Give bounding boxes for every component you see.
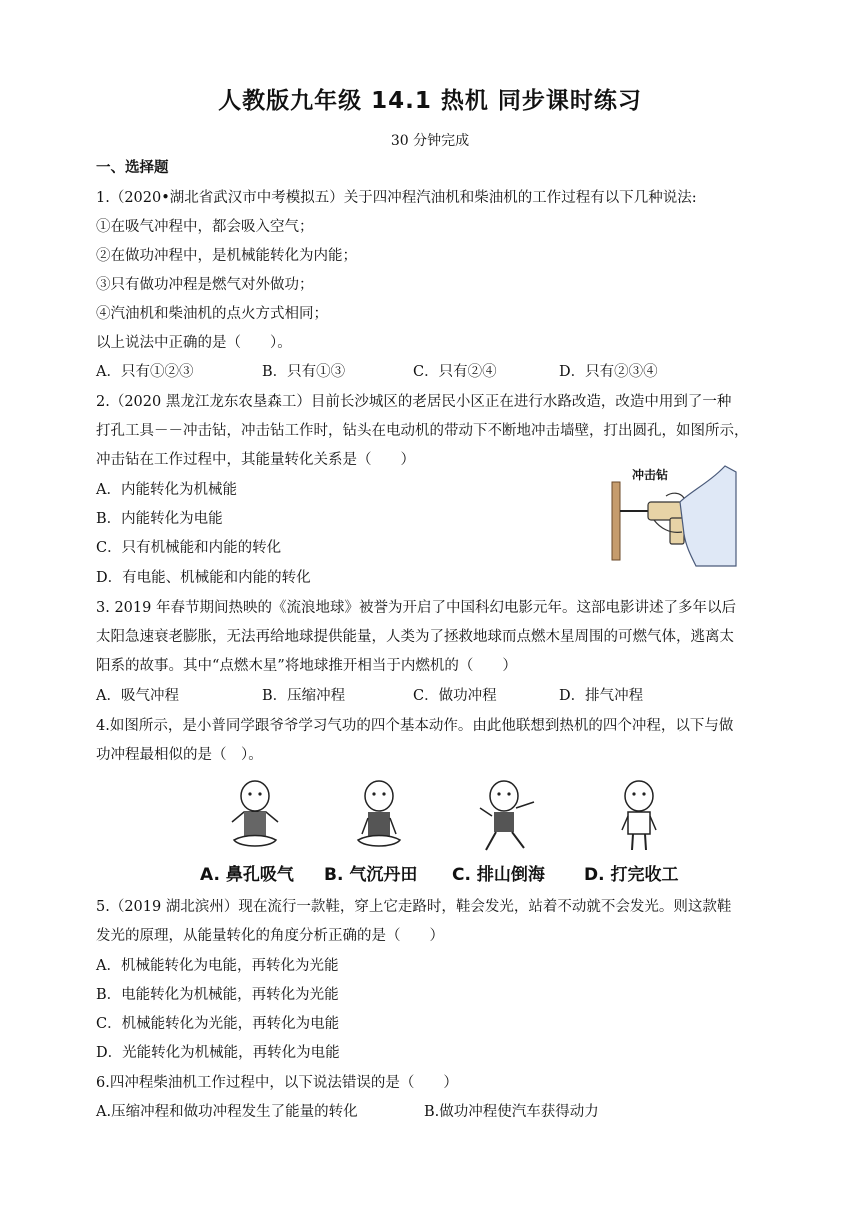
q4-stem-line-2: 功冲程最相似的是（ ）。 xyxy=(96,747,263,763)
qigong-figures xyxy=(200,776,700,886)
q1-option-a: A．只有①②③ xyxy=(96,364,194,380)
q1-option-d: D．只有②③④ xyxy=(559,364,658,380)
page-title: 人教版九年级 14.1 热机 同步课时练习 xyxy=(218,88,642,114)
q2-stem-line-1: 2.（2020 黑龙江龙东农垦森工）目前长沙城区的老居民小区正在进行水路改造，改造中用到了一种 xyxy=(96,394,732,410)
q5-stem-line-1: 5.（2019 湖北滨州）现在流行一款鞋，穿上它走路时，鞋会发光，站着不动就不会发光。则这款鞋 xyxy=(96,899,732,915)
q3-option-a: A．吸气冲程 xyxy=(96,688,179,704)
figure-b-caption: B. 气沉丹田 xyxy=(324,865,418,885)
q1-statement-2: ②在做功冲程中，是机械能转化为内能； xyxy=(96,248,357,264)
q5-option-c: C．机械能转化为光能，再转化为电能 xyxy=(96,1016,340,1032)
q3-stem-line-3: 阳系的故事。其中“点燃木星”将地球推开相当于内燃机的（ ） xyxy=(96,658,517,674)
q2-stem-line-2: 打孔工具－－冲击钻，冲击钻工作时，钻头在电动机的带动下不断地冲击墙壁，打出圆孔，如图所示， xyxy=(96,423,749,439)
figure-d xyxy=(584,776,694,886)
q3-option-c: C．做功冲程 xyxy=(413,688,497,704)
q6-stem: 6.四冲程柴油机工作过程中，以下说法错误的是（ ） xyxy=(96,1075,458,1091)
figure-c-caption: C. 排山倒海 xyxy=(452,865,545,885)
q2-option-c: C．只有机械能和内能的转化 xyxy=(96,540,282,556)
q6-option-b: B.做功冲程使汽车获得动力 xyxy=(424,1104,599,1120)
q1-statement-1: ①在吸气冲程中，都会吸入空气； xyxy=(96,219,314,235)
q1-option-b: B．只有①③ xyxy=(262,364,346,380)
q1-option-c: C．只有②④ xyxy=(413,364,497,380)
q5-option-d: D．光能转化为机械能，再转化为电能 xyxy=(96,1045,340,1061)
q5-option-b: B．电能转化为机械能，再转化为光能 xyxy=(96,987,339,1003)
figure-a xyxy=(200,776,310,886)
figure-b xyxy=(324,776,434,886)
figure-c xyxy=(452,776,562,886)
page-subtitle: 30 分钟完成 xyxy=(390,133,470,149)
figure-d-caption: D. 打完收工 xyxy=(584,865,679,885)
q3-stem-line-1: 3. 2019 年春节期间热映的《流浪地球》被誉为开启了中国科幻电影元年。这部电影讲述了多年以后 xyxy=(96,600,736,616)
q1-ask: 以上说法中正确的是（ ）。 xyxy=(96,335,292,351)
q2-option-d: D．有电能、机械能和内能的转化 xyxy=(96,570,311,586)
q4-stem-line-1: 4.如图所示，是小普同学跟爷爷学习气功的四个基本动作。由此他联想到热机的四个冲程，以下与做 xyxy=(96,718,734,734)
q1-statement-3: ③只有做功冲程是燃气对外做功； xyxy=(96,277,314,293)
figure-a-caption: A. 鼻孔吸气 xyxy=(200,865,294,885)
q6-option-a: A.压缩冲程和做功冲程发生了能量的转化 xyxy=(96,1104,358,1120)
q3-option-d: D．排气冲程 xyxy=(559,688,644,704)
drill-figure-label: 冲击钻 xyxy=(632,468,669,482)
section-heading: 一、选择题 xyxy=(96,160,169,176)
q5-stem-line-2: 发光的原理，从能量转化的角度分析正确的是（ ） xyxy=(96,928,444,944)
drill-illustration xyxy=(610,462,738,568)
q5-option-a: A．机械能转化为电能，再转化为光能 xyxy=(96,958,339,974)
figure-c-illustration xyxy=(472,778,542,858)
q2-option-a: A．内能转化为机械能 xyxy=(96,482,237,498)
q1-statement-4: ④汽油机和柴油机的点火方式相同； xyxy=(96,306,328,322)
q3-option-b: B．压缩冲程 xyxy=(262,688,346,704)
q1-stem: 1.（2020•湖北省武汉市中考模拟五）关于四冲程汽油机和柴油机的工作过程有以下几种说法: xyxy=(96,190,697,206)
figure-d-illustration xyxy=(604,778,674,858)
q2-stem-line-3: 冲击钻在工作过程中，其能量转化关系是（ ） xyxy=(96,452,415,468)
figure-a-illustration xyxy=(220,778,290,858)
q3-stem-line-2: 太阳急速衰老膨胀，无法再给地球提供能量，人类为了拯救地球而点燃木星周围的可燃气体，逃离太 xyxy=(96,629,734,645)
q2-option-b: B．内能转化为电能 xyxy=(96,511,223,527)
impact-drill-figure xyxy=(610,462,738,568)
figure-b-illustration xyxy=(344,778,414,858)
